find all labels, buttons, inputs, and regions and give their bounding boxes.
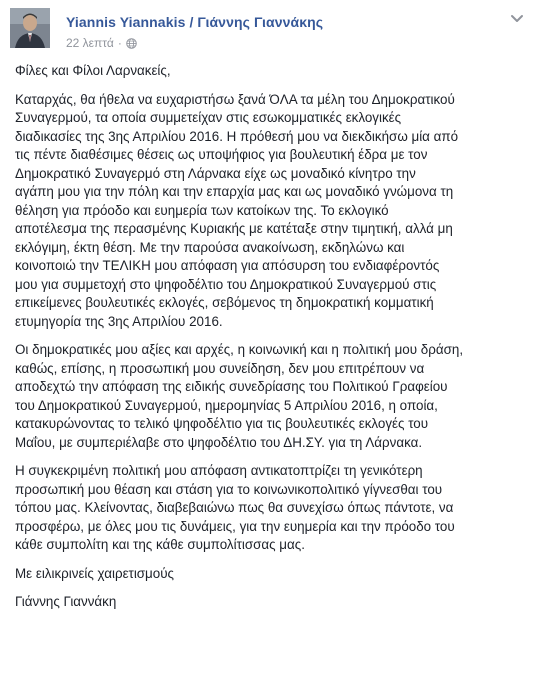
- post-header: [10, 8, 530, 54]
- post-meta: [66, 36, 137, 50]
- post-author-name[interactable]: Yiannis Yiannakis / Γιάννης Γιαννάκης: [66, 14, 324, 30]
- profile-photo-avatar[interactable]: [10, 8, 50, 48]
- post-closing: Με ειλικρινείς χαιρετισμούς: [15, 565, 175, 581]
- post-paragraph-3: Η συγκεκριμένη πολιτική μου απόφαση αντικατοπτρίζει τη γενικότερη προσωπική μου θέαση και στάση για το κοινωνικοπολιτικό γίγνεσθαι του τόπου μας. Κλείνοντας, διαβεβαιώνω πως θα συνεχίσω όπως πάντοτε, να προσφέρω, με όλες μου τις δυνάμεις, για την ευημερία και την πρόοδο του κάθε συμπολίτη και της κάθε συμπολίτισσας μας.: [15, 463, 455, 552]
- post-paragraph-greeting: Φίλες και Φίλοι Λαρνακείς,: [15, 63, 171, 78]
- chevron-down-icon[interactable]: [510, 14, 524, 24]
- post-paragraph-2: Οι δημοκρατικές μου αξίες και αρχές, η κοινωνική και η πολιτική μου δράση, καθώς, επίσης, η προσωπική μου συνείδηση, δεν μου επιτρέπουν να αποδεχτώ την απόφαση της ειδικής συνεδρίασης του Πολιτικού Γραφείου του Δημοκρατικού Συναγερμού, ημερομηνίας 5 Απριλίου 2016, η οποία, κατακυρώνοντας το τελικό ψηφοδέλτιο για τις βουλευτικές εκλογές του Μαΐου, με συμπεριέλαβε στο ψηφοδέλτιο του ΔΗ.ΣΥ. για τη Λάρνακα.: [15, 342, 464, 450]
- meta-separator: ·: [117, 36, 122, 50]
- post-body: [15, 62, 527, 622]
- avatar-image: [10, 8, 50, 48]
- globe-icon[interactable]: [126, 38, 137, 49]
- post-signature: Γιάννης Γιαννάκη: [15, 594, 117, 609]
- post-paragraph-1: Καταρχάς, θα ήθελα να ευχαριστήσω ξανά ΌΛΑ τα μέλη του Δημοκρατικού Συναγερμού, τα οποία συμμετείχαν στις εσωκομματικές εκλογικές διαδικασίες της 3ης Απριλίου 2016. Η πρόθεσή μου να διεκδικήσω μία από τις πέντε διαθέσιμες θέσεις ως υποψήφιος για βουλευτική έδρα με τον Δημοκρατικό Συναγερμό στη Λάρνακα είχε ως μοναδικό κίνητρο την αγάπη μου για την πόλη και την επαρχία μας και ως μοναδικό γνώμονα τη θέληση για πρόοδο και ευημερία των κατοίκων της. Το εκλογικό αποτέλεσμα της περασμένης Κυριακής με κατέταξε στην τιμητική, αλλά μη εκλόγιμη, έκτη θέση. Με την παρούσα ανακοίνωση, εκδηλώνω και κοινοποιώ την ΤΕΛΙΚΗ μου απόφαση για απόσυρση του ενδιαφέροντός μου για συμμετοχή στο ψηφοδέλτιο του Δημοκρατικού Συναγερμού στις επικείμενες βουλευτικές εκλογές, σεβόμενος τη δημοκρατική κομματική ετυμηγορία της 3ης Απριλίου 2016.: [15, 91, 459, 329]
- post-timestamp[interactable]: 22 λεπτά: [66, 36, 114, 50]
